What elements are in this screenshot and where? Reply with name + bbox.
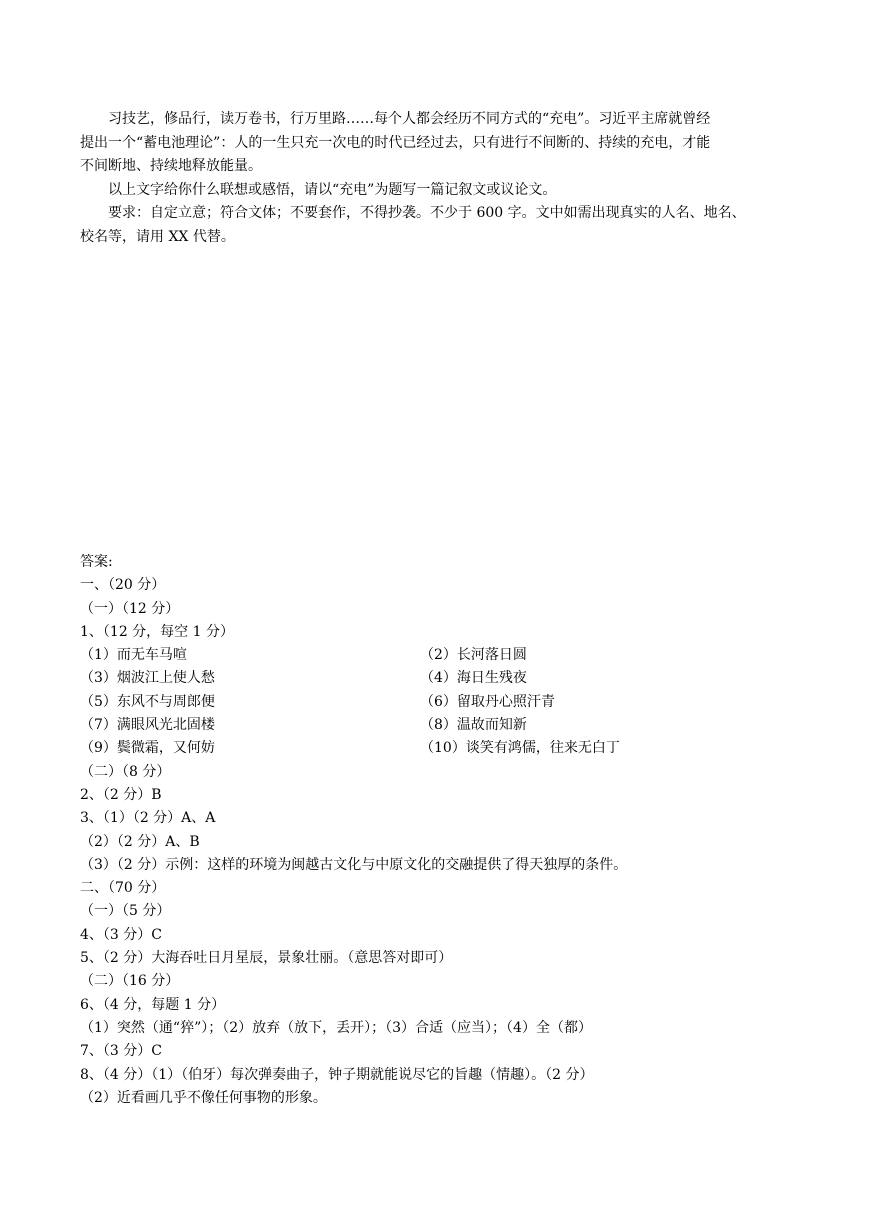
prompt-paragraph-1-cont: [80, 132, 790, 179]
prompt-line: 要求：自定立意；符合文体；不要套作，不得抄袭。不少于 600 字。文中如需出现真实的人名、地名、: [108, 205, 746, 221]
answer-item: （4）海日生残夜: [420, 670, 527, 687]
prompt-paragraph-3-cont: [80, 226, 790, 250]
answer-item: （10）谈笑有鸿儒，往来无白丁: [420, 740, 620, 757]
question-answer: （3）（2 分）示例：这样的环境为闽越古文化与中原文化的交融提供了得天独厚的条件。: [80, 856, 628, 873]
answer-heading: 答案:: [80, 554, 113, 570]
question-answer: 7、（3 分）C: [80, 1043, 162, 1060]
question-answer: 5、（2 分）大海吞吐日月星辰，景象壮丽。（意思答对即可）: [80, 950, 453, 967]
question-answer: （2）（2 分）A、B: [80, 833, 200, 850]
subsection-heading: （一）（12 分）: [80, 600, 180, 617]
question-answer: 3、（1）（2 分）A、A: [80, 810, 216, 827]
answer-pair-row: [80, 737, 790, 760]
answer-item: （8）温故而知新: [420, 717, 527, 734]
question-answer: 4、（3 分）C: [80, 926, 162, 943]
answer-pair-row: [80, 644, 790, 667]
prompt-paragraph-3: [80, 202, 790, 226]
prompt-line: 习技艺，修品行，读万卷书，行万里路……每个人都会经历不同方式的“充电”。习近平主席就曾经: [108, 111, 711, 127]
question-answer: 2、（2 分）B: [80, 786, 162, 803]
subsection-heading: （一）（5 分）: [80, 903, 171, 920]
answer-item: （9）鬓微霜，又何妨: [80, 740, 215, 757]
question-answer: 1、（12 分，每空 1 分）: [80, 623, 234, 640]
answer-pair-row: [80, 691, 790, 714]
subsection-heading: （二）（8 分）: [80, 763, 171, 780]
essay-prompt: [80, 108, 790, 249]
answer-item: （7）满眼风光北固楼: [80, 717, 215, 734]
question-answer: 8、（4 分）（1）（伯牙）每次弹奏曲子，钟子期就能说尽它的旨趣（情趣）。（2 分）: [80, 1066, 594, 1083]
question-answer: 6、（4 分，每题 1 分）: [80, 996, 226, 1013]
question-answer: （1）突然（通“猝”）；（2）放弃（放下，丢开）；（3）合适（应当）；（4）全（都）: [80, 1019, 592, 1036]
subsection-heading: （二）（16 分）: [80, 973, 180, 990]
answer-item: （2）长河落日圆: [420, 647, 527, 664]
answer-pair-row: [80, 667, 790, 690]
prompt-line: 以上文字给你什么联想或感悟，请以“充电”为题写一篇记叙文或议论文。: [108, 181, 557, 198]
prompt-paragraph-2: [80, 179, 790, 203]
section-heading: 一、（20 分）: [80, 577, 166, 594]
prompt-paragraph-1: [80, 108, 790, 132]
answer-pair-row: [80, 714, 790, 737]
answer-item: （3）烟波江上使人愁: [80, 670, 215, 687]
answer-item: （6）留取丹心照汗青: [420, 693, 555, 710]
prompt-line: 不间断地、持续地释放能量。: [80, 158, 262, 174]
answer-item: （5）东风不与周郎便: [80, 693, 215, 710]
answer-item: （1）而无车马喧: [80, 647, 187, 664]
question-answer: （2）近看画几乎不像任何事物的形象。: [80, 1089, 327, 1106]
prompt-line: 校名等，请用 XX 代替。: [80, 228, 235, 245]
answer-key: [80, 551, 790, 1110]
prompt-line: 提出一个“蓄电池理论”：人的一生只充一次电的时代已经过去，只有进行不间断的、持续的充电，才能: [80, 134, 711, 151]
section-heading: 二、（70 分）: [80, 880, 166, 897]
